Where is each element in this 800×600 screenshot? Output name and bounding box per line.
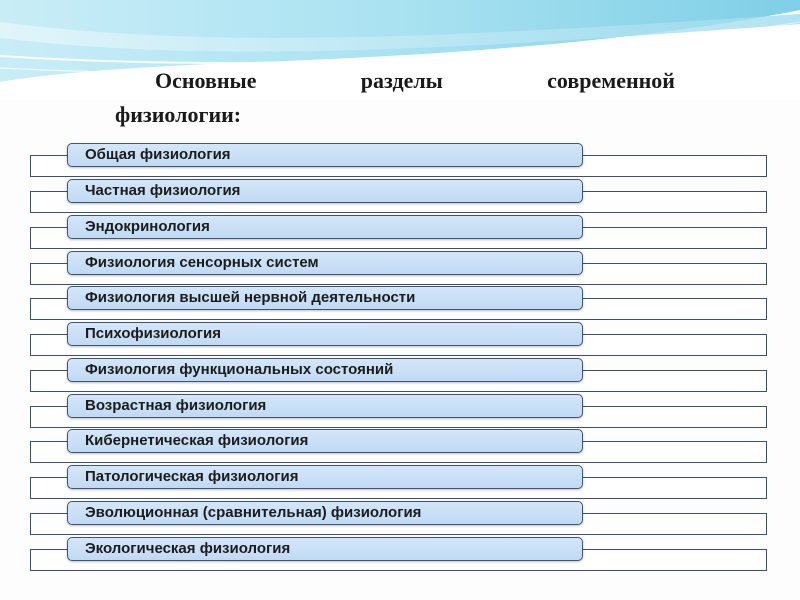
item-label: Общая физиология [67, 143, 583, 167]
item-label: Физиология сенсорных систем [67, 251, 583, 275]
item-label: Экологическая физиология [67, 537, 583, 561]
item-label: Эндокринология [67, 215, 583, 239]
title-word: разделы [360, 68, 443, 93]
item-label: Возрастная физиология [67, 394, 583, 418]
list-item [0, 143, 800, 183]
item-label: Эволюционная (сравнительная) физиология [67, 501, 583, 525]
title-line-2: физиологии: [115, 102, 242, 127]
title-word: Основные [155, 68, 257, 93]
list-item [0, 537, 800, 577]
list-item [0, 215, 800, 255]
item-label: Частная физиология [67, 179, 583, 203]
item-label: Психофизиология [67, 322, 583, 346]
list-item [0, 322, 800, 362]
item-label: Кибернетическая физиология [67, 429, 583, 453]
list-item [0, 251, 800, 291]
list-item [0, 179, 800, 219]
list-item [0, 358, 800, 398]
list-item [0, 394, 800, 434]
list-item [0, 429, 800, 469]
list-item [0, 286, 800, 326]
list-item [0, 501, 800, 541]
item-label: Патологическая физиология [67, 465, 583, 489]
list-item [0, 465, 800, 505]
item-label: Физиология функциональных состояний [67, 358, 583, 382]
item-label: Физиология высшей нервной деятельности [67, 286, 583, 310]
title-word: современной [547, 68, 675, 93]
